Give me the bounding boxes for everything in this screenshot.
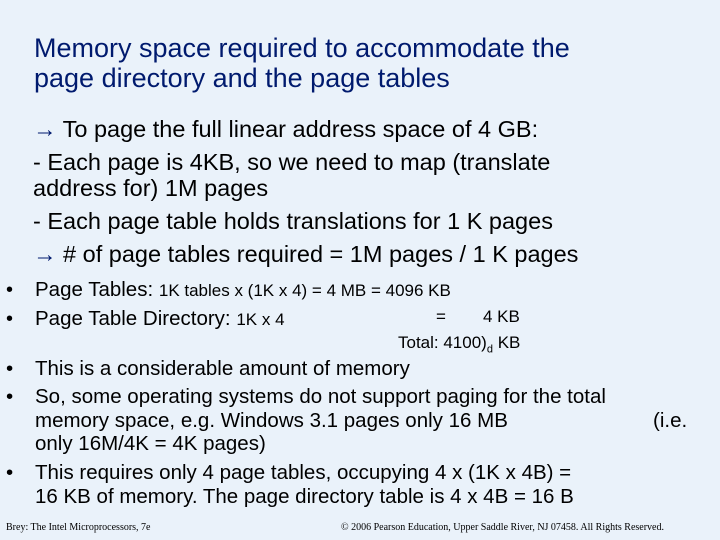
bullet-operating-systems	[6, 385, 720, 456]
page-tables-bullet	[6, 278, 451, 303]
bullet-considerable	[6, 357, 410, 381]
intro-text-1: To page the full linear address space of 4 GB:	[62, 116, 539, 142]
directory-value: 1K x 4	[236, 310, 285, 329]
bullet-3-line-1: This requires only 4 page tables, occupying 4 x (1K x 4B) =	[35, 461, 572, 484]
total-line	[398, 333, 520, 355]
intro-line-5	[33, 241, 703, 267]
directory-bullet	[6, 307, 285, 332]
bullet-icon: •	[6, 357, 14, 380]
total-unit: KB	[497, 333, 521, 352]
intro-line-1	[33, 116, 703, 142]
bullet-icon: •	[6, 461, 14, 484]
bullet-2-line-2-row	[35, 409, 720, 433]
bullet-icon: •	[6, 279, 14, 301]
page-tables-value: 1K tables x (1K x 4) = 4 MB = 4096 KB	[158, 281, 451, 300]
arrow-right-icon: →	[33, 241, 57, 267]
intro-line-2: - Each page is 4KB, so we need to map (translate	[33, 149, 551, 175]
bullet-3-line-2: 16 KB of memory. The page directory table is 4 x 4B = 16 B	[35, 484, 574, 508]
bullet-2-line-1: So, some operating systems do not support paging for the total	[35, 385, 606, 408]
footer-right: © 2006 Pearson Education, Upper Saddle River, NJ 07458. All Rights Reserved.	[341, 522, 664, 533]
footer-left: Brey: The Intel Microprocessors, 7e	[6, 522, 151, 533]
slide-title	[34, 33, 694, 93]
title-line-1: Memory space required to accommodate the	[34, 33, 570, 63]
bullet-page-tables-only	[6, 461, 574, 508]
bullet-text-1: This is a considerable amount of memory	[35, 357, 410, 380]
directory-label: Page Table Directory:	[35, 307, 231, 330]
bullet-icon: •	[6, 385, 14, 408]
total-prefix: Total: 4100)	[398, 333, 487, 352]
directory-equals: =	[436, 307, 446, 326]
directory-result: 4 KB	[483, 307, 520, 326]
intro-line-3: address for) 1M pages	[33, 175, 269, 201]
bullet-2-line-3: only 16M/4K = 4K pages)	[35, 432, 266, 455]
arrow-right-icon: →	[33, 116, 57, 142]
total-subscript: d	[486, 343, 493, 356]
page-tables-label: Page Tables:	[35, 278, 154, 301]
bullet-2-tail: (i.e.	[653, 408, 688, 432]
intro-block	[33, 116, 703, 267]
title-line-2: page directory and the page tables	[34, 63, 450, 93]
bullet-icon: •	[6, 308, 14, 330]
bullet-2-line-2: memory space, e.g. Windows 3.1 pages only 16 MB	[35, 408, 508, 432]
intro-text-5: # of page tables required = 1M pages / 1 K pages	[63, 241, 579, 267]
intro-line-4: - Each page table holds translations for 1 K pages	[33, 208, 553, 234]
